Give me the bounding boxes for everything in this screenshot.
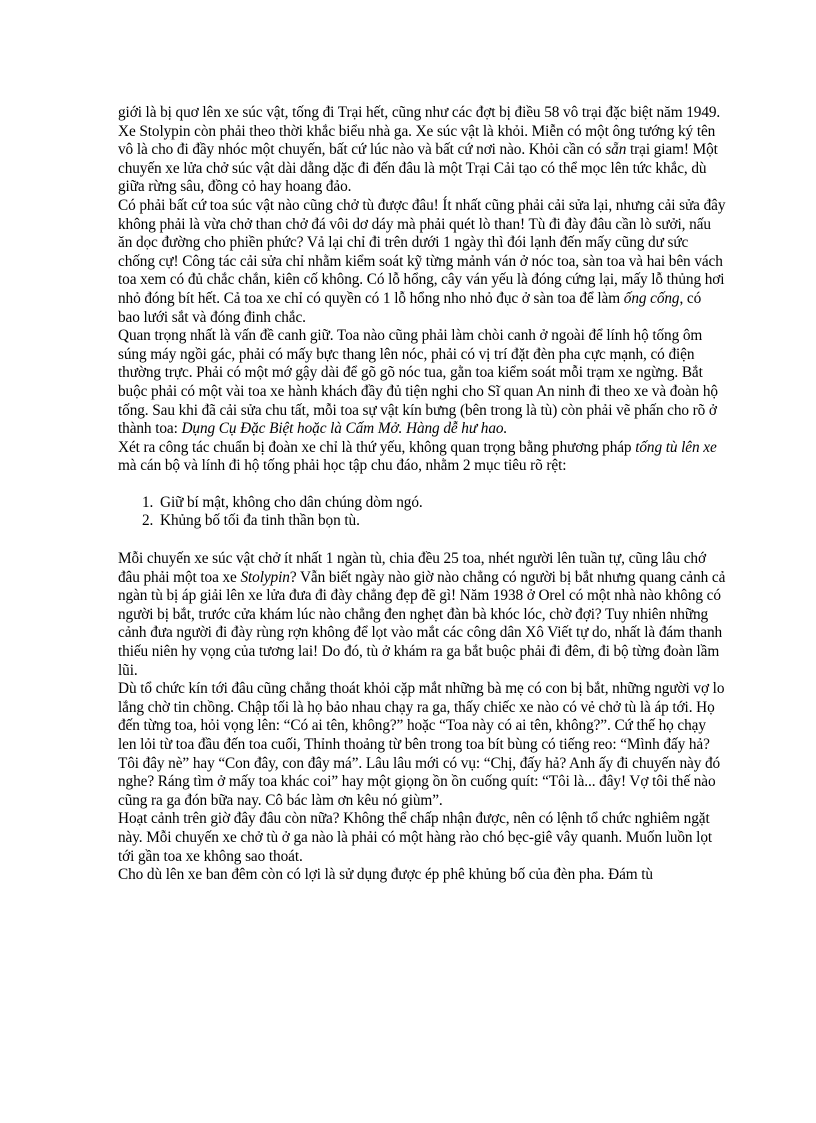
numbered-list [118, 494, 726, 531]
text-run: ? Vẫn biết ngày nào giờ nào chẳng có người bị bắt nhưng quang cảnh cả ngàn tù bị áp giải lên xe lửa đưa đi đày chẳng đẹp đẽ gì! Năm 1938 ở Orel có một nhà nào không có người bị bắt, trước cửa khám lúc nào chẳng đen nghẹt đàn bà khóc lóc, chờ đợi? Tuy nhiên những cảnh đưa người đi đày rùng rợn không để lọt vào mắt các công dân Xô Viết tự do, nhất là đám thanh thiếu niên hy vọng của tương lai! Do đó, tù ở khám ra ga bắt buộc phải đi đêm, đi bộ từng đoàn lầm lũi. [118, 568, 726, 679]
list-item-number: 1. [142, 493, 154, 511]
text-run: Xe Stolypin còn phải theo thời khắc biểu nhà ga. Xe súc vật là khỏi. Miễn có một ông tướng ký tên vô là cho đi đầy nhóc một chuyến, bất cứ lúc nào và bất cứ nơi nào. Khỏi cần có [118, 122, 716, 159]
paragraph [118, 197, 726, 327]
text-run: Xét ra công tác chuẩn bị đoàn xe chỉ là thứ yếu, không quan trọng bằng phương pháp [118, 438, 636, 456]
paragraph [118, 104, 726, 123]
text-run: giới là bị quơ lên xe súc vật, tống đi Trại hết, cũng như các đợt bị điều 58 vô trại đặc biệt năm 1949. [118, 104, 721, 121]
paragraph [118, 866, 726, 885]
text-run: Có phải bất cứ toa súc vật nào cũng chở tù được đâu! Ít nhất cũng phải cải sửa lại, nhưng cải sửa đây không phải là vừa chở than chở đá vôi dơ dáy mà phải quét lò than! Tù đi đày đâu cần lò sưởi, nấu ăn dọc đường cho phiền phức? Vả lại chỉ đi trên dưới 1 ngày thì đói lạnh đến mấy cũng dư sức chống cự! Công tác cải sửa chỉ nhằm kiểm soát kỹ từng mảnh ván ở nóc toa, sàn toa và hai bên vách toa xem có đủ chắc chắn, kiên cố không. Có lỗ hổng, cây ván yếu là đóng cứng lại, mấy lỗ thủng hơi nhỏ đóng bít hết. Cả toa xe chỉ có quyền có 1 lỗ hổng nho nhỏ đục ở sàn toa để làm [118, 196, 726, 307]
paragraph [118, 327, 726, 439]
document-page [118, 104, 726, 885]
text-run: Mỗi chuyến xe súc vật chở ít nhất 1 ngàn tù, chia đều 25 toa, nhét người lên tuần tự, cũng lâu chớ đâu phải một toa xe [118, 550, 706, 586]
paragraph [118, 550, 726, 680]
text-run: trại giam! Một chuyến xe lửa chở súc vật dài dằng dặc đi đến đâu là một Trại Cải tạo có thể mọc lên tức khắc, dù giữa rừng sâu, đồng cỏ hay hoang đảo. [118, 141, 718, 196]
text-block-after-list [118, 550, 726, 885]
list-item [118, 512, 726, 531]
list-item-text: Giữ bí mật, không cho dân chúng dòm ngó. [160, 493, 423, 511]
text-run: Dù tổ chức kín tới đâu cũng chẳng thoát khỏi cặp mắt những bà mẹ có con bị bắt, những người vợ lo lắng chờ tin chồng. Chập tối là họ bảo nhau chạy ra ga, thấy chiếc xe nào có vẻ chở tù là áp tới. Họ đến từng toa, hỏi vọng lên: “Có ai tên, không?” hoặc “Toa này có ai tên, không?”. Cứ thế họ chạy len lỏi từ toa đầu đến toa cuối, Thỉnh thoảng từ bên trong toa bít bùng có tiếng reo: “Mình đấy hả? Tôi đây nè” hay “Con đây, con đây má”. Lâu lâu mới có vụ: “Chị, đấy hả? Anh ấy đi chuyến này đó nghe? Ráng tìm ở mấy toa khác coi” hay một giọng ồn ồn cuống quít: “Tôi là... đây! Vợ tôi thế nào cũng ra ga đón bữa nay. Cô bác làm ơn kêu nó giùm”. [118, 680, 725, 809]
list-item [118, 494, 726, 513]
paragraph [118, 439, 726, 476]
italic-text-run: Stolypin [240, 568, 290, 586]
italic-text-run: sẵn [605, 141, 627, 159]
list-item-text: Khủng bố tối đa tinh thần bọn tù. [160, 512, 360, 530]
list-item-number: 2. [142, 512, 154, 530]
paragraph [118, 680, 726, 810]
paragraph [118, 810, 726, 866]
text-run: , có bao lưới sắt và đóng đinh chắc. [118, 289, 702, 326]
text-run: Hoạt cảnh trên giờ đây đâu còn nữa? Không thể chấp nhận được, nên có lệnh tổ chức nghiêm ngặt này. Mỗi chuyến xe chở tù ở ga nào là phải có một hàng rào chó bẹc-giê vây quanh. Muốn luồn lọt tới gần toa xe không sao thoát. [118, 810, 713, 865]
italic-text-run: tống tù lên xe [635, 438, 717, 456]
text-block-before-list [118, 104, 726, 476]
italic-text-run: ống cống [623, 289, 680, 307]
text-run: Cho dù lên xe ban đêm còn có lợi là sử dụng được ép phê khủng bố của đèn pha. Đám tù [118, 866, 653, 884]
paragraph [118, 123, 726, 197]
text-run: mà cán bộ và lính đi hộ tống phải học tập chu đáo, nhằm 2 mục tiêu rõ rệt: [118, 457, 567, 475]
italic-text-run: Dụng Cụ Đặc Biệt hoặc là Cấm Mở. Hàng dễ hư hao. [181, 420, 508, 438]
text-run: Quan trọng nhất là vấn đề canh giữ. Toa nào cũng phải làm chòi canh ở ngoài để lính hộ tống ôm súng máy ngồi gác, phải có mấy bực thang lên nóc, phải có vị trí đặt đèn pha cực mạnh, có điện thường trực. Phải có một mớ gậy dài để gõ gõ nóc tua, gằn toa kiểm soát mỗi trạm xe ngừng. Bắt buộc phải có một vài toa xe hành khách đầy đủ tiện nghi cho Sĩ quan An ninh đi theo xe và đoàn hộ tống. Sau khi đã cải sửa chu tất, mỗi toa sự vật kín bưng (bên trong là tù) còn phải vẽ phấn cho rõ ở thành toa: [118, 327, 718, 438]
